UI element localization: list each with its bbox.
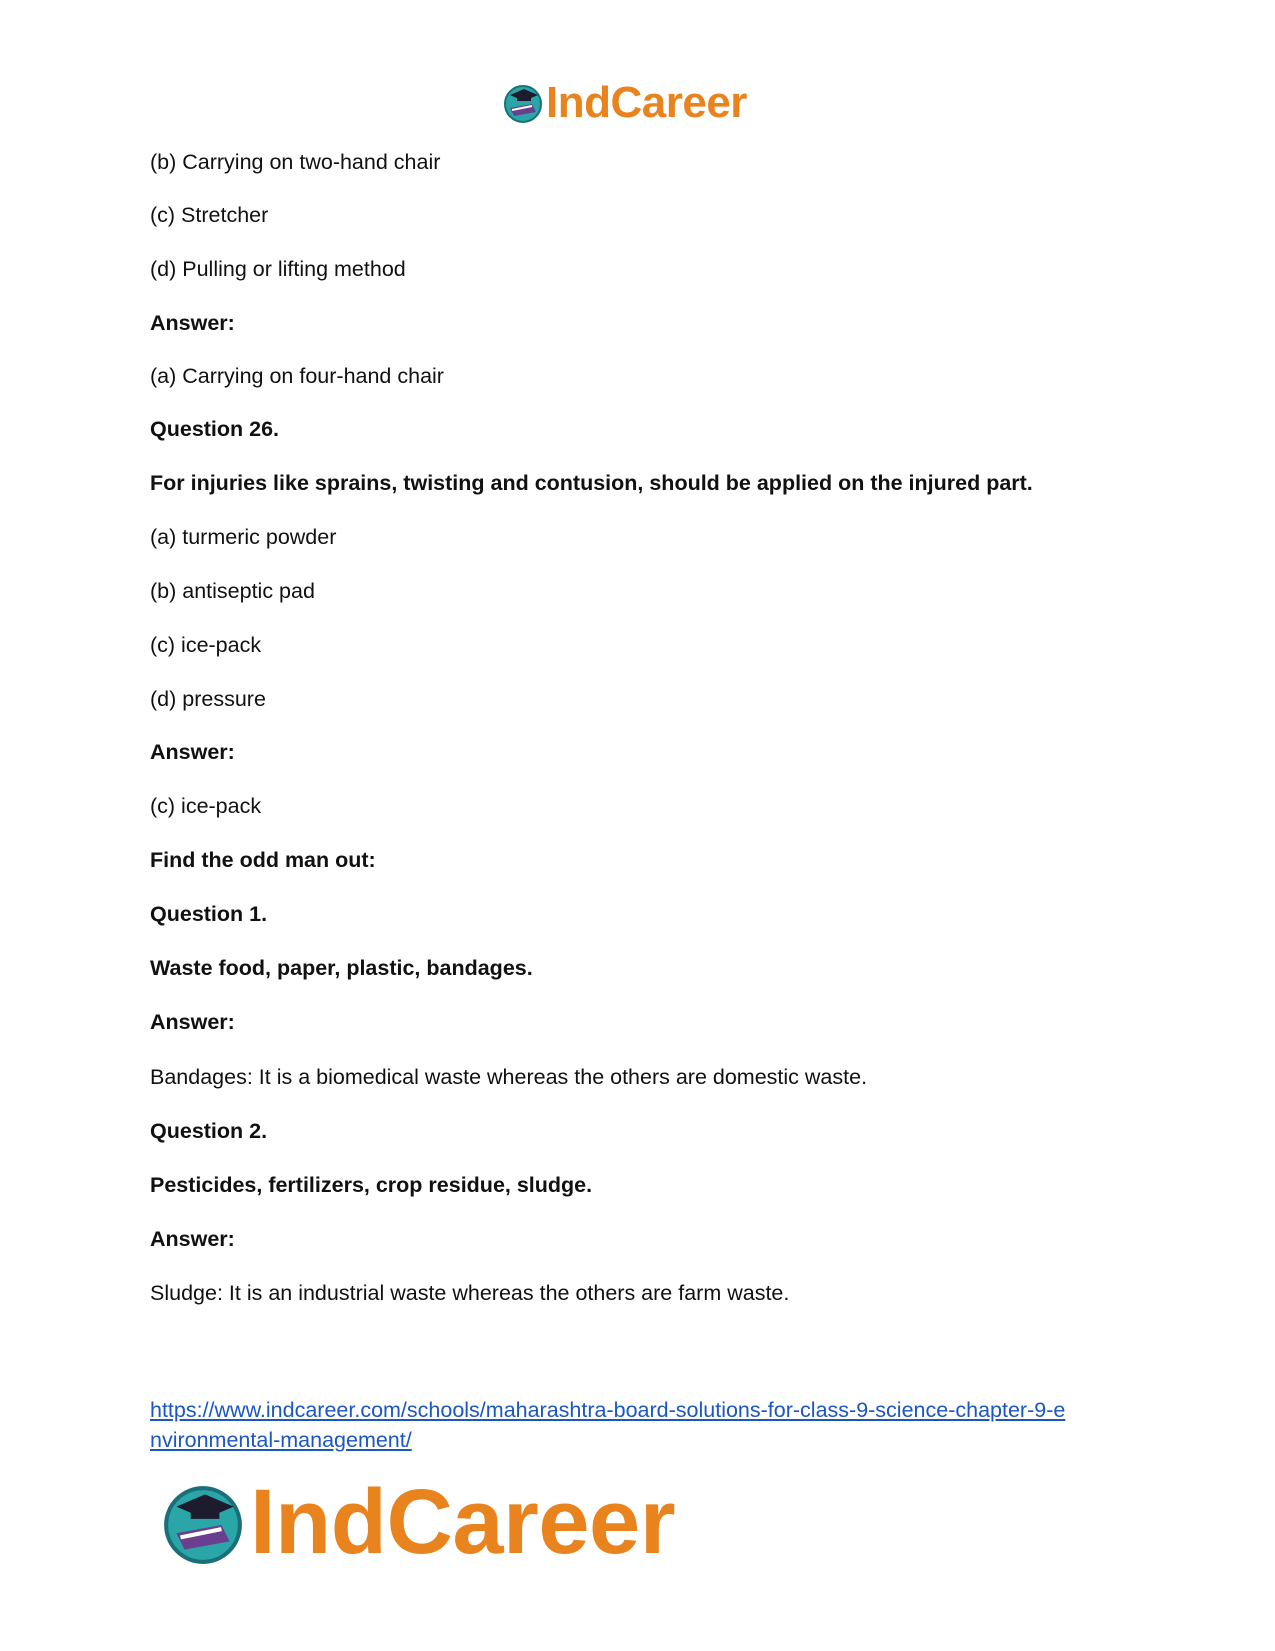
source-link-line1[interactable]: https://www.indcareer.com/schools/maharashtra-board-solutions-for-class-9-science-chapter-9-e	[150, 1398, 1066, 1422]
source-link-line2[interactable]: nvironmental-management/	[150, 1428, 412, 1452]
document-text-line: (c) Stretcher	[150, 203, 269, 227]
document-text-line: (c) ice-pack	[150, 794, 262, 818]
document-heading-line: Question 26.	[150, 417, 280, 441]
document-heading-line: Find the odd man out:	[150, 848, 376, 872]
document-text-line: (c) ice-pack	[150, 633, 262, 657]
footer-logo	[160, 1470, 675, 1575]
document-heading-line: Question 2.	[150, 1119, 268, 1143]
document-heading-line: Question 1.	[150, 902, 268, 926]
document-text-line: Bandages: It is a biomedical waste whereas the others are domestic waste.	[150, 1065, 868, 1089]
logo-wordmark: IndCareer	[546, 78, 747, 127]
header-logo	[502, 78, 747, 128]
document-heading-line: Answer:	[150, 1227, 235, 1251]
document-text-line: (b) antiseptic pad	[150, 579, 315, 603]
logo-wordmark: IndCareer	[250, 1471, 675, 1573]
document-heading-line: Answer:	[150, 311, 235, 335]
document-text-line: (d) pressure	[150, 687, 266, 711]
document-heading-line: Answer:	[150, 1010, 235, 1034]
globe-graduation-icon	[502, 82, 544, 124]
document-heading-line: For injuries like sprains, twisting and contusion, should be applied on the injured part.	[150, 471, 1033, 495]
document-text-line: (b) Carrying on two-hand chair	[150, 150, 441, 174]
source-link[interactable]	[150, 1395, 1150, 1455]
document-text-line: (a) Carrying on four-hand chair	[150, 364, 444, 388]
document-heading-line: Pesticides, fertilizers, crop residue, sludge.	[150, 1173, 593, 1197]
document-text-line: (a) turmeric powder	[150, 525, 337, 549]
document-text-line: (d) Pulling or lifting method	[150, 257, 406, 281]
document-heading-line: Waste food, paper, plastic, bandages.	[150, 956, 533, 980]
document-heading-line: Answer:	[150, 740, 235, 764]
globe-graduation-icon	[160, 1480, 246, 1566]
document-text-line: Sludge: It is an industrial waste whereas the others are farm waste.	[150, 1281, 790, 1305]
